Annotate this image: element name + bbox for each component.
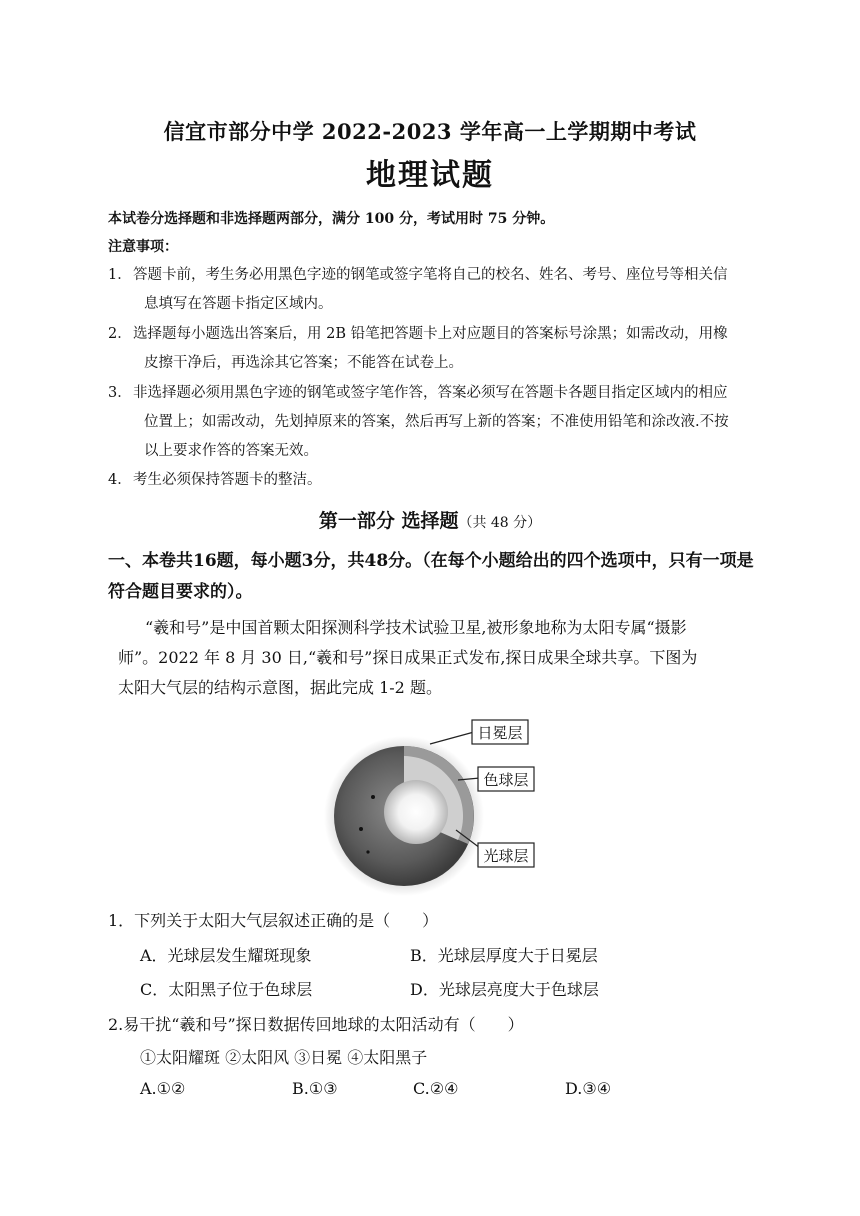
notice-item-number: 3． (108, 385, 132, 401)
notice-item-line: 息填写在答题卡指定区域内。 (144, 296, 333, 312)
section-heading (0, 506, 860, 533)
notice-item-3 (108, 379, 729, 466)
question-2-option-c: C.②④ (413, 1079, 459, 1098)
question-2-option-d: D.③④ (565, 1079, 612, 1098)
sun-core-shape (384, 780, 448, 844)
label-corona: 日冕层 (477, 724, 523, 742)
passage-line: 师”。2022 年 8 月 30 日,“羲和号”探日成果正式发布,探日成果全球共享。下图为 (118, 648, 698, 667)
notice-item-4 (108, 466, 322, 495)
sunspot (366, 850, 369, 853)
question-2-option-a: A.①② (140, 1079, 186, 1098)
notice-item-number: 4． (108, 472, 132, 488)
notice-heading: 注意事项： (108, 239, 178, 255)
notice-item-line: 位置上；如需改动，先划掉原来的答案，然后再写上新的答案；不准使用铅笔和涂改液.不按 (144, 414, 729, 430)
question-1-option-c: C．太阳黑子位于色球层 (140, 980, 313, 999)
question-1-option-d: D．光球层亮度大于色球层 (410, 980, 599, 999)
notice-item-number: 2． (108, 326, 132, 342)
notice-item-line: 选择题每小题选出答案后，用 2B 铅笔把答题卡上对应题目的答案标号涂黑；如需改动，用橡 (133, 326, 728, 342)
passage-line: “羲和号”是中国首颗太阳探测科学技术试验卫星,被形象地称为太阳专属“摄影 (145, 618, 687, 637)
question-2-option-b: B.①③ (292, 1079, 338, 1098)
question-1-option-a: A．光球层发生耀斑现象 (140, 946, 312, 965)
notice-item-line: 以上要求作答的答案无效。 (144, 443, 318, 459)
part-instruction: 一、本卷共16题，每小题3分，共48分。（在每个小题给出的四个选项中，只有一项是符合题目要求的）。 (108, 551, 754, 602)
passage-line: 太阳大气层的结构示意图，据此完成 1-2 题。 (118, 678, 442, 697)
exam-intro: 本试卷分选择题和非选择题两部分，满分 100 分，考试用时 75 分钟。 (108, 211, 555, 227)
subject-title: 地理试题 (366, 158, 494, 193)
pointer-line-corona (430, 732, 474, 744)
notice-item-1 (108, 261, 728, 319)
sun-structure-diagram (318, 712, 538, 898)
notice-item-line: 皮擦干净后，再选涂其它答案；不能答在试卷上。 (144, 355, 463, 371)
section-subtitle: （共 48 分） (458, 515, 542, 531)
notice-item-2 (108, 320, 728, 378)
question-2-stem: 2.易干扰“羲和号”探日数据传回地球的太阳活动有（ ） (108, 1015, 524, 1034)
question-2-choices: ①太阳耀斑 ②太阳风 ③日冕 ④太阳黑子 (140, 1048, 428, 1067)
question-1-option-b: B．光球层厚度大于日冕层 (410, 946, 598, 965)
label-chromosphere: 色球层 (483, 771, 529, 789)
section-title: 第一部分 选择题 (318, 510, 459, 532)
label-photosphere: 光球层 (483, 847, 529, 865)
notice-item-line: 考生必须保持答题卡的整洁。 (133, 472, 322, 488)
question-1-stem: 1．下列关于太阳大气层叙述正确的是（ ） (108, 911, 439, 930)
notice-item-line: 非选择题必须用黑色字迹的钢笔或签字笔作答，答案必须写在答题卡各题目指定区域内的相应 (133, 385, 728, 401)
notice-item-line: 答题卡前，考生务必用黑色字迹的钢笔或签字笔将自己的校名、姓名、考号、座位号等相关信 (133, 267, 728, 283)
sunspot (359, 827, 363, 831)
notice-item-number: 1． (108, 267, 132, 283)
exam-title: 信宜市部分中学 2022-2023 学年高一上学期期中考试 (163, 119, 697, 144)
sunspot (371, 795, 375, 799)
